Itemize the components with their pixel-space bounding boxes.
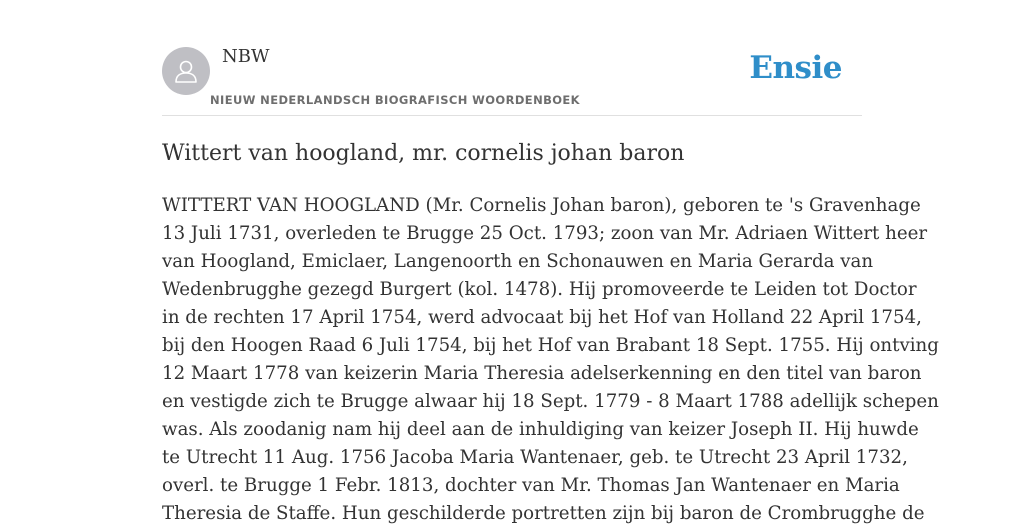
source-name[interactable]: NBW [222,46,270,67]
article-line: Theresia de Staffe. Hun geschilderde portretten zijn bij baron de Crombrugghe de [162,503,925,524]
article-line: was. Als zoodanig nam hij deel aan de inhuldiging van keizer Joseph II. Hij huwde [162,419,919,440]
article-line: bij den Hoogen Raad 6 Juli 1754, bij het Hof van Brabant 18 Sept. 1755. Hij ontving [162,335,939,356]
article-line: en vestigde zich te Brugge alwaar hij 18 Sept. 1779 - 8 Maart 1788 adellijk schepen [162,391,939,412]
article-line: WITTERT VAN HOOGLAND (Mr. Cornelis Johan baron), geboren te 's Gravenhage [162,195,921,216]
article-title: Wittert van hoogland, mr. cornelis johan baron [162,141,685,166]
article-line: van Hoogland, Emiclaer, Langenoorth en Schonauwen en Maria Gerarda van [162,251,874,272]
article-line: 12 Maart 1778 van keizerin Maria Theresia adelserkenning en den titel van baron [162,363,922,384]
article-line: overl. te Brugge 1 Febr. 1813, dochter van Mr. Thomas Jan Wantenaer en Maria [162,475,900,496]
article-body [162,192,939,528]
article-line: 13 Juli 1731, overleden te Brugge 25 Oct. 1793; zoon van Mr. Adriaen Wittert heer [162,223,928,244]
user-icon [172,57,200,85]
content-container [162,0,939,524]
brand-logo[interactable]: Ensie [749,50,842,86]
avatar[interactable] [162,47,210,95]
article-line: in de rechten 17 April 1754, werd advocaat bij het Hof van Holland 22 April 1754, [162,307,922,328]
source-header [162,0,862,116]
article-line: te Utrecht 11 Aug. 1756 Jacoba Maria Wantenaer, geb. te Utrecht 23 April 1732, [162,447,908,468]
article-line: Wedenbrugghe gezegd Burgert (kol. 1478). Hij promoveerde te Leiden tot Doctor [162,279,917,300]
source-subtitle: NIEUW NEDERLANDSCH BIOGRAFISCH WOORDENBOEK [210,93,580,107]
